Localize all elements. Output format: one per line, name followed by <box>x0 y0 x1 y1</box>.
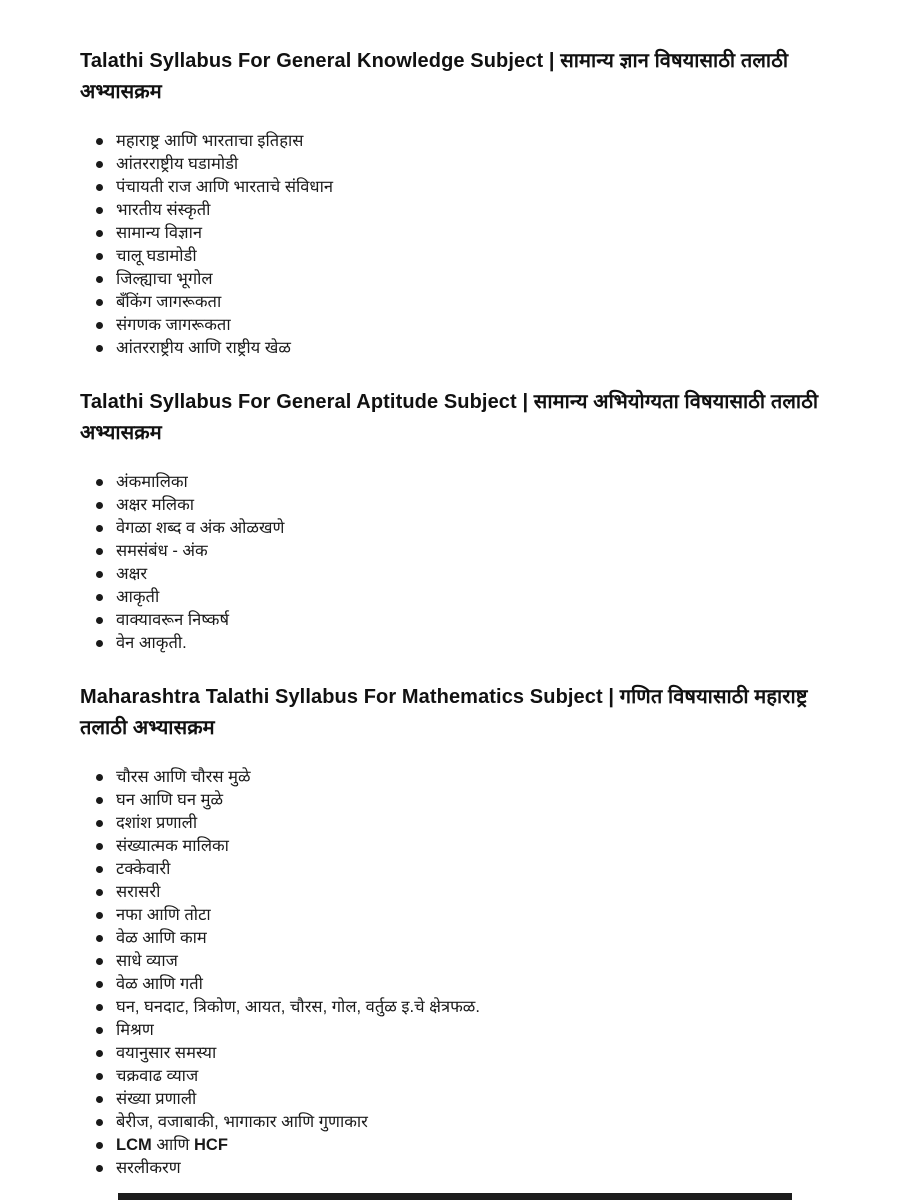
section-heading: Maharashtra Talathi Syllabus For Mathematics Subject | गणित विषयासाठी महाराष्ट्र तलाठी अभ्यासक्रम <box>80 686 808 739</box>
cutoff-dark-element <box>118 1193 792 1200</box>
list-item-text: घन आणि घन मुळे <box>116 791 224 809</box>
list-item-text: संख्यात्मक मालिका <box>116 837 229 855</box>
list-item-text: समसंबंध - अंक <box>116 542 208 560</box>
bullet-icon <box>96 797 103 804</box>
list-item <box>96 494 828 517</box>
bullet-icon <box>96 640 103 647</box>
list-item-text: मिश्रण <box>116 1021 154 1039</box>
bullet-icon <box>96 1073 103 1080</box>
list-item-text: महाराष्ट्र आणि भारताचा इतिहास <box>116 132 304 150</box>
section-heading: Talathi Syllabus For General Aptitude Subject | सामान्य अभियोग्यता विषयासाठी तलाठी अभ्यासक्रम <box>80 391 819 444</box>
bullet-icon <box>96 207 103 214</box>
list-item <box>96 563 828 586</box>
syllabus-list <box>80 130 828 360</box>
list-item <box>96 1088 828 1111</box>
syllabus-list <box>80 766 828 1180</box>
bullet-icon <box>96 299 103 306</box>
list-item <box>96 517 828 540</box>
list-item-text: नफा आणि तोटा <box>116 906 211 924</box>
list-item <box>96 540 828 563</box>
list-item <box>96 199 828 222</box>
syllabus-section <box>80 682 828 1180</box>
list-item <box>96 1134 828 1157</box>
list-item-text: साधे व्याज <box>116 952 178 970</box>
list-item-text: वेळ आणि गती <box>116 975 203 993</box>
bullet-icon <box>96 981 103 988</box>
document-content <box>80 46 828 1180</box>
list-item <box>96 927 828 950</box>
list-item-text: भारतीय संस्कृती <box>116 201 211 219</box>
bullet-icon <box>96 161 103 168</box>
bullet-icon <box>96 1096 103 1103</box>
list-item <box>96 904 828 927</box>
bullet-icon <box>96 525 103 532</box>
bullet-icon <box>96 253 103 260</box>
list-item <box>96 1111 828 1134</box>
list-item-text: अक्षर <box>116 565 148 583</box>
list-item <box>96 812 828 835</box>
list-item-text: अंकमालिका <box>116 473 188 491</box>
bullet-icon <box>96 820 103 827</box>
list-item-text: सरासरी <box>116 883 161 901</box>
list-item-text: संख्या प्रणाली <box>116 1090 197 1108</box>
bullet-icon <box>96 230 103 237</box>
bullet-icon <box>96 548 103 555</box>
list-item-text: LCM आणि HCF <box>116 1136 228 1154</box>
list-item <box>96 1065 828 1088</box>
list-item <box>96 766 828 789</box>
list-item <box>96 314 828 337</box>
bullet-icon <box>96 774 103 781</box>
list-item <box>96 632 828 655</box>
list-item <box>96 337 828 360</box>
bullet-icon <box>96 1142 103 1149</box>
list-item-text: बँकिंग जागरूकता <box>116 293 222 311</box>
bullet-icon <box>96 843 103 850</box>
list-item-text: अक्षर मलिका <box>116 496 195 514</box>
list-item <box>96 1157 828 1180</box>
list-item-text: वयानुसार समस्या <box>116 1044 217 1062</box>
list-item <box>96 973 828 996</box>
list-item <box>96 950 828 973</box>
bullet-icon <box>96 571 103 578</box>
list-item <box>96 268 828 291</box>
list-item <box>96 996 828 1019</box>
list-item-text: सरलीकरण <box>116 1159 181 1177</box>
list-item <box>96 153 828 176</box>
list-item-text: वेन आकृती. <box>116 634 187 652</box>
bullet-icon <box>96 1119 103 1126</box>
list-item <box>96 586 828 609</box>
list-item <box>96 245 828 268</box>
bullet-icon <box>96 866 103 873</box>
list-item-text: संगणक जागरूकता <box>116 316 231 334</box>
bullet-icon <box>96 138 103 145</box>
list-item-text: पंचायती राज आणि भारताचे संविधान <box>116 178 333 196</box>
bullet-icon <box>96 479 103 486</box>
bullet-icon <box>96 322 103 329</box>
list-item <box>96 291 828 314</box>
list-item <box>96 471 828 494</box>
list-item-text: बेरीज, वजाबाकी, भागाकार आणि गुणाकार <box>116 1113 368 1131</box>
bullet-icon <box>96 617 103 624</box>
bullet-icon <box>96 1027 103 1034</box>
list-item-text: जिल्ह्याचा भूगोल <box>116 270 213 288</box>
bullet-icon <box>96 1050 103 1057</box>
syllabus-section <box>80 387 828 655</box>
list-item-text: दशांश प्रणाली <box>116 814 198 832</box>
bullet-icon <box>96 1004 103 1011</box>
list-item <box>96 130 828 153</box>
list-item-text: चालू घडामोडी <box>116 247 197 265</box>
list-item-text: आकृती <box>116 588 160 606</box>
list-item <box>96 835 828 858</box>
list-item-text: वाक्यावरून निष्कर्ष <box>116 611 229 629</box>
list-item <box>96 881 828 904</box>
bullet-icon <box>96 935 103 942</box>
list-item <box>96 609 828 632</box>
list-item <box>96 222 828 245</box>
list-item-text: चौरस आणि चौरस मुळे <box>116 768 251 786</box>
syllabus-list <box>80 471 828 655</box>
list-item <box>96 789 828 812</box>
bullet-icon <box>96 889 103 896</box>
list-item <box>96 176 828 199</box>
section-heading: Talathi Syllabus For General Knowledge Subject | सामान्य ज्ञान विषयासाठी तलाठी अभ्यासक्रम <box>80 50 789 103</box>
bullet-icon <box>96 184 103 191</box>
syllabus-section <box>80 46 828 360</box>
bullet-icon <box>96 912 103 919</box>
list-item-text: सामान्य विज्ञान <box>116 224 203 242</box>
list-item-text: आंतरराष्ट्रीय घडामोडी <box>116 155 239 173</box>
list-item <box>96 1019 828 1042</box>
bullet-icon <box>96 502 103 509</box>
list-item-text: वेगळा शब्द व अंक ओळखणे <box>116 519 285 537</box>
list-item-text: टक्केवारी <box>116 860 171 878</box>
bullet-icon <box>96 958 103 965</box>
list-item-text: वेळ आणि काम <box>116 929 207 947</box>
bullet-icon <box>96 276 103 283</box>
list-item <box>96 858 828 881</box>
list-item-text: घन, घनदाट, त्रिकोण, आयत, चौरस, गोल, वर्तुळ इ.चे क्षेत्रफळ. <box>116 998 480 1016</box>
list-item <box>96 1042 828 1065</box>
list-item-text: आंतरराष्ट्रीय आणि राष्ट्रीय खेळ <box>116 339 291 357</box>
bullet-icon <box>96 594 103 601</box>
list-item-text: चक्रवाढ व्याज <box>116 1067 199 1085</box>
bullet-icon <box>96 1165 103 1172</box>
bullet-icon <box>96 345 103 352</box>
